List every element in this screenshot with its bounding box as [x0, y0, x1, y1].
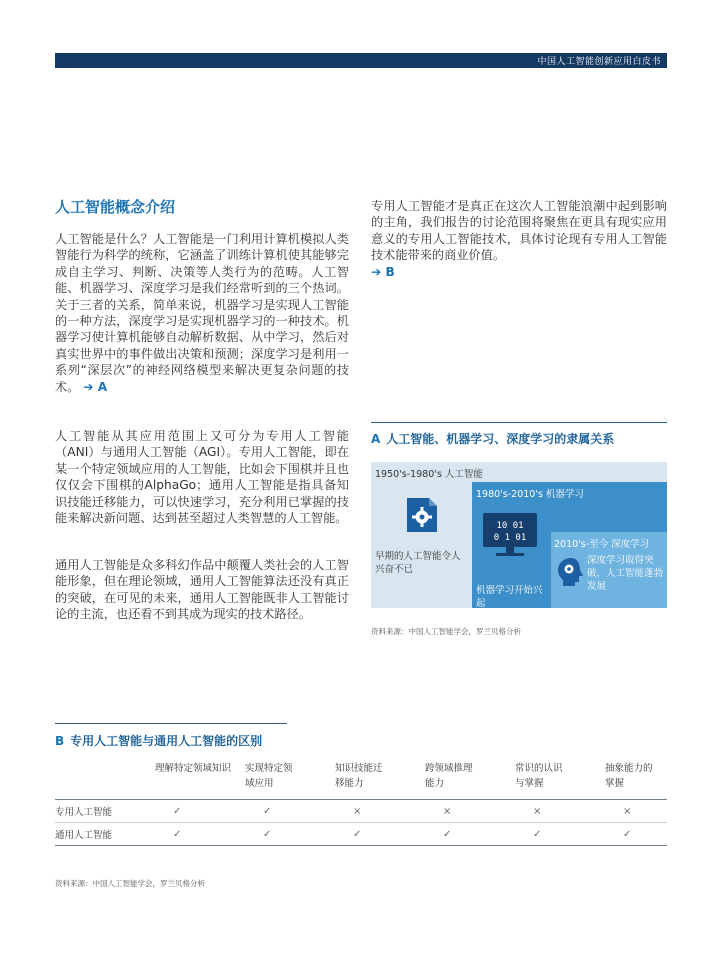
table-b-source: 资料来源：中国人工智能学会，罗兰贝格分析	[55, 879, 205, 888]
row-mark: ×	[515, 800, 605, 823]
row-mark: ✓	[335, 823, 425, 846]
table-header: 理解特定领域知识	[155, 763, 232, 774]
row-mark: ✓	[515, 823, 605, 846]
monitor-data-icon	[482, 512, 538, 558]
table-header	[425, 758, 515, 800]
table-row	[55, 823, 667, 846]
paragraph-1	[55, 231, 349, 395]
link-to-table-b[interactable]: ➔ B	[371, 264, 395, 279]
row-mark: ✓	[155, 800, 245, 823]
table-row	[55, 800, 667, 823]
paragraph-right-text: 专用人工智能才是真正在这次人工智能浪潮中起到影响的主角，我们报告的讨论范围将聚焦在更具有现实应用意义的专用人工智能技术，具体讨论现有专用人工智能技术能带来的商业价值。	[371, 199, 667, 263]
paragraph-2-text: 人工智能从其应用范围上又可分为专用人工智能（ANI）与通用人工智能（AGI）。专用人工智能，即在某一个特定领域应用的人工智能，比如会下围棋并且也仅仅会下围棋的AlphaGo；通用人工智能是指具备知识技能迁移能力，可以快速学习，充分利用已掌握的技能来解决新问题、达到甚至超过人类智慧的人工智能。	[55, 429, 349, 526]
era-dl-label: 2010's-至今 深度学习	[554, 539, 650, 550]
table-header-row	[55, 758, 667, 800]
table-header	[515, 758, 605, 800]
era-ai-label: 1950's-1980's 人工智能	[375, 469, 483, 480]
paragraph-3-text: 通用人工智能是众多科幻作品中颠覆人类社会的人工智能形象，但在理论领域，通用人工智能算法还没有真正的突破，在可见的未来，通用人工智能既非人工智能讨论的主流，也还看不到其成为现实的技术路径。	[55, 558, 349, 622]
table-header	[245, 758, 335, 800]
table-header-text: 抽象能力的掌握	[605, 763, 653, 789]
row-mark: ✓	[245, 800, 335, 823]
era-dl-desc: 深度学习取得突破，人工智能蓬勃发展	[587, 555, 664, 592]
table-b-title-text: 专用人工智能与通用人工智能的区别	[70, 734, 263, 748]
row-label: 通用人工智能	[55, 823, 155, 846]
table-header	[605, 758, 667, 800]
ai-ml-dl-diagram	[371, 462, 667, 608]
paragraph-right	[371, 198, 667, 280]
paragraph-2	[55, 428, 349, 526]
table-b-rule	[55, 723, 287, 724]
row-mark: ✓	[155, 823, 245, 846]
table-b-title	[55, 732, 262, 749]
era-ml-label: 1980's-2010's 机器学习	[476, 489, 584, 500]
row-mark: ✓	[245, 823, 335, 846]
row-mark: ×	[335, 800, 425, 823]
table-header-text: 实现特定领域应用	[245, 763, 293, 789]
table-header-text: 知识技能迁移能力	[335, 763, 383, 789]
table-header-text: 常识的认识与掌握	[515, 763, 563, 789]
paragraph-3	[55, 557, 349, 623]
row-label: 专用人工智能	[55, 800, 155, 823]
figure-a-letter: A	[371, 432, 381, 446]
era-ml-desc: 机器学习开始兴起	[476, 585, 543, 609]
header-bar	[55, 53, 667, 68]
table-header-text: 跨领域推理能力	[425, 763, 473, 789]
row-mark: ✓	[425, 823, 515, 846]
svg-text:0 1 01: 0 1 01	[493, 533, 527, 543]
link-to-figure-a[interactable]: ➔ A	[83, 379, 108, 394]
figure-a-title	[371, 430, 614, 447]
table-corner	[55, 758, 155, 800]
row-mark: ✓	[605, 823, 667, 846]
svg-text:10 01: 10 01	[496, 521, 524, 531]
figure-a-rule	[371, 422, 667, 423]
table-b-letter: B	[55, 734, 65, 748]
era-ai-desc: 早期的人工智能令人兴奋不已	[375, 551, 461, 575]
ani-vs-agi-table	[55, 758, 667, 846]
paragraph-1-text: 人工智能是什么？人工智能是一门利用计算机模拟人类智能行为科学的统称，它涵盖了训练计算机使其能够完成自主学习、判断、决策等人类行为的范畴。人工智能、机器学习、深度学习是我们经常听到的三个热词。关于三者的关系，简单来说，机器学习是实现人工智能的一种方法，深度学习是实现机器学习的一种技术。机器学习使计算机能够自动解析数据、从中学习，然后对真实世界中的事件做出决策和预测；深度学习是利用一系列“深层次”的神经网络模型来解决更复杂问题的技术。	[55, 232, 349, 394]
table-header	[335, 758, 425, 800]
row-mark: ×	[605, 800, 667, 823]
brain-gear-icon	[556, 556, 586, 588]
header-title: 中国人工智能创新应用白皮书	[537, 57, 661, 67]
gear-document-icon	[403, 496, 441, 534]
deep-learning-box	[551, 532, 667, 608]
figure-a-title-text: 人工智能、机器学习、深度学习的隶属关系	[386, 432, 615, 446]
row-mark: ×	[425, 800, 515, 823]
section-title: 人工智能概念介绍	[55, 198, 176, 216]
figure-a-source: 资料来源：中国人工智能学会，罗兰贝格分析	[371, 627, 521, 636]
